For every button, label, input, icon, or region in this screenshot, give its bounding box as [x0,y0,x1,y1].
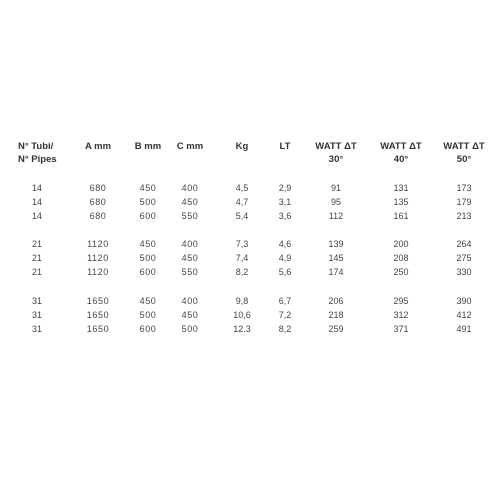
cell-g3-r3-b: 600 [139,324,157,334]
cell-g2-r1-watt40: 200 [393,239,409,249]
header-kg: Kg [235,141,249,152]
cell-g1-r3-lt: 3,6 [278,211,292,221]
cell-g2-r2-lt: 4,9 [278,253,292,263]
cell-g2-r2-kg: 7,4 [235,253,249,263]
cell-g1-r3-watt30: 112 [328,211,344,221]
cell-g2-r2-a: 1120 [87,253,109,263]
cell-g1-r2-kg: 4,7 [235,197,249,207]
header-watt-30 [315,140,356,166]
cell-g1-r2-a: 680 [89,197,107,207]
cell-g2-r1-lt: 4,6 [278,239,292,249]
header-watt-50-line-2: 50° [456,154,472,165]
cell-g2-r3-kg: 8,2 [235,267,249,277]
cell-g1-r3-a: 680 [89,211,107,221]
cell-g2-r1-c: 400 [181,239,199,249]
cell-g2-r2-watt50: 275 [456,253,472,263]
header-watt-40-line-1: WATT ΔT [380,141,422,152]
cell-g3-r1-watt40: 295 [393,296,409,306]
cell-g3-r1-lt: 6,7 [278,296,292,306]
cell-g2-r1-tubes: 21 [31,239,43,249]
cell-g3-r1-a: 1650 [86,296,110,306]
cell-g3-r2-a: 1650 [86,310,110,320]
cell-g1-r3-watt50: 213 [456,211,472,221]
cell-g1-r2-b: 500 [139,197,157,207]
cell-g3-r2-kg: 10,6 [233,310,251,320]
header-a-mm: A mm [84,141,112,152]
cell-g1-r2-watt50: 179 [456,197,472,207]
cell-g1-r3-kg: 5,4 [235,211,249,221]
cell-g1-r2-lt: 3,1 [278,197,292,207]
cell-g3-r2-watt50: 412 [456,310,472,320]
cell-g1-r3-tubes: 14 [31,211,43,221]
cell-g3-r3-watt30: 259 [328,324,344,334]
cell-g2-r1-kg: 7,3 [235,239,249,249]
cell-g2-r2-watt40: 208 [393,253,409,263]
cell-g2-r3-a: 1120 [87,267,109,277]
cell-g1-r1-lt: 2,9 [278,183,292,193]
cell-g2-r1-b: 450 [139,239,157,249]
cell-g1-r2-c: 450 [181,197,199,207]
cell-g2-r2-c: 450 [181,253,199,263]
cell-g1-r2-watt30: 95 [330,197,342,207]
cell-g1-r1-c: 400 [181,183,199,193]
cell-g1-r1-kg: 4,5 [235,183,249,193]
cell-g3-r2-c: 450 [181,310,199,320]
cell-g3-r3-lt: 8,2 [278,324,292,334]
header-tubes-line-1: N° Tubi/ [18,141,54,152]
cell-g1-r1-a: 680 [89,183,107,193]
cell-g2-r1-watt50: 264 [456,239,472,249]
cell-g3-r3-tubes: 31 [31,324,43,334]
cell-g2-r3-tubes: 21 [31,267,43,277]
cell-g2-r3-b: 600 [139,267,157,277]
cell-g3-r1-c: 400 [181,296,199,306]
header-watt-50 [443,140,484,166]
cell-g1-r1-tubes: 14 [31,183,43,193]
cell-g2-r3-watt40: 250 [393,267,409,277]
cell-g2-r3-watt50: 330 [456,267,472,277]
cell-g3-r2-tubes: 31 [31,310,43,320]
cell-g3-r1-kg: 9,8 [235,296,249,306]
cell-g1-r1-watt30: 91 [330,183,342,193]
cell-g3-r3-c: 500 [181,324,199,334]
cell-g1-r1-b: 450 [139,183,157,193]
cell-g2-r3-c: 550 [181,267,199,277]
cell-g1-r3-b: 600 [139,211,157,221]
header-watt-30-line-1: WATT ΔT [315,141,357,152]
cell-g3-r3-watt50: 491 [456,324,472,334]
cell-g1-r2-watt40: 135 [393,197,409,207]
header-c-mm: C mm [176,141,204,152]
cell-g2-r2-b: 500 [139,253,157,263]
cell-g1-r2-tubes: 14 [31,197,43,207]
cell-g3-r2-watt30: 218 [328,310,344,320]
cell-g3-r3-a: 1650 [86,324,110,334]
cell-g3-r1-watt30: 206 [328,296,344,306]
cell-g3-r2-b: 500 [139,310,157,320]
cell-g3-r3-watt40: 371 [393,324,409,334]
cell-g3-r1-b: 450 [139,296,157,306]
cell-g2-r3-watt30: 174 [328,267,344,277]
header-watt-40-line-2: 40° [393,154,409,165]
cell-g2-r2-tubes: 21 [31,253,43,263]
cell-g2-r2-watt30: 145 [328,253,344,263]
cell-g2-r3-lt: 5,6 [278,267,292,277]
header-b-mm: B mm [134,141,162,152]
cell-g3-r2-lt: 7,2 [278,310,292,320]
header-tubes-line-2: N° Pipes [18,154,57,165]
cell-g2-r1-watt30: 139 [328,239,344,249]
header-watt-50-line-1: WATT ΔT [443,141,485,152]
header-tubes [18,140,57,166]
cell-g1-r1-watt50: 173 [456,183,472,193]
cell-g1-r3-watt40: 161 [393,211,409,221]
cell-g1-r1-watt40: 131 [393,183,409,193]
cell-g3-r1-tubes: 31 [31,296,43,306]
header-watt-40 [380,140,421,166]
cell-g1-r3-c: 550 [181,211,199,221]
cell-g3-r2-watt40: 312 [393,310,409,320]
cell-g2-r1-a: 1120 [87,239,109,249]
header-watt-30-line-2: 30° [328,154,344,165]
cell-g3-r3-kg: 12.3 [233,324,251,334]
cell-g3-r1-watt50: 390 [456,296,472,306]
header-lt: LT [279,141,291,152]
